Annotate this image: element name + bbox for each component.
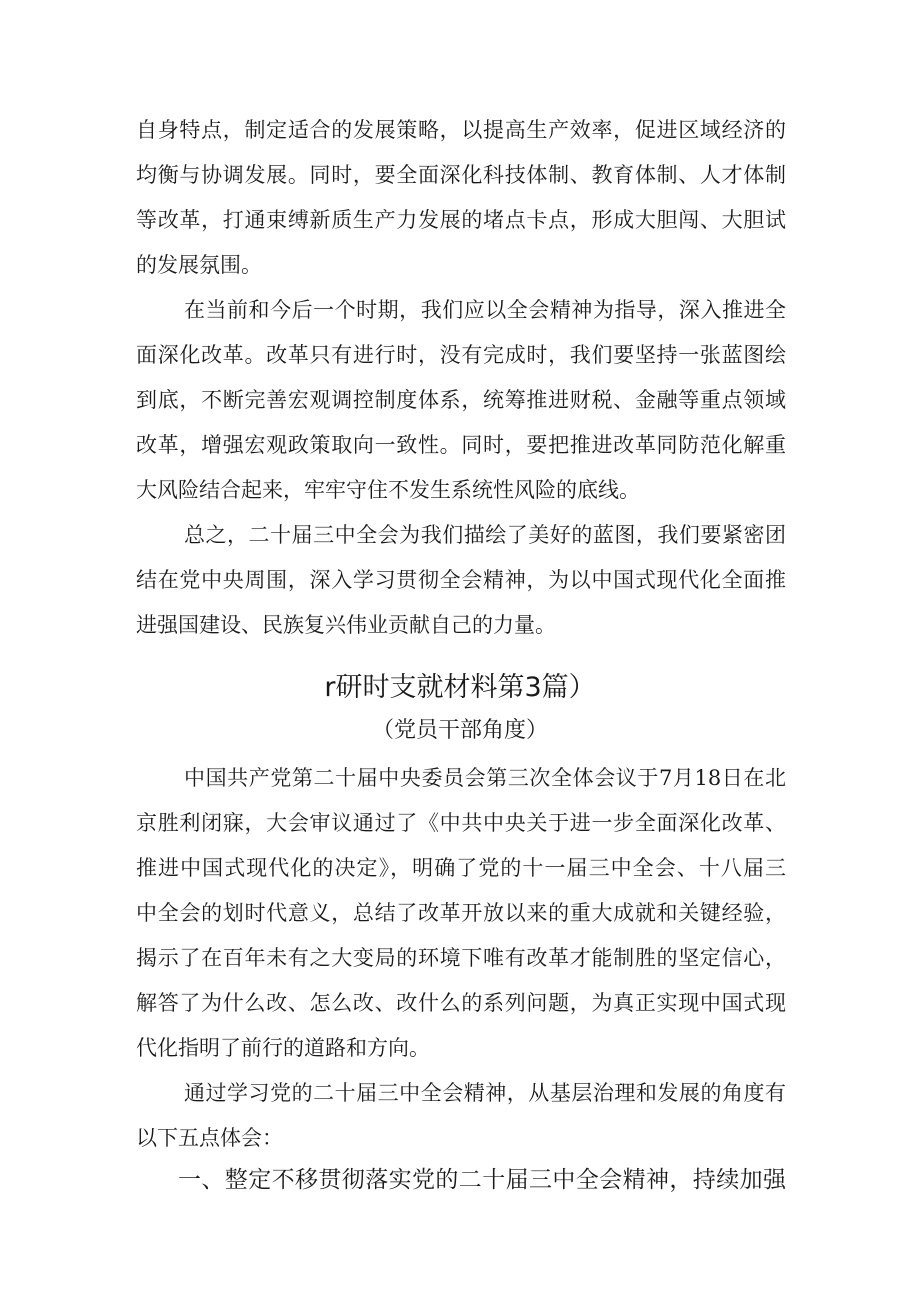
paragraph-1-line-4: 的发展氛围。 xyxy=(136,253,262,277)
paragraph-4-line-7: 代化指明了前行的道路和方向。 xyxy=(136,1036,430,1060)
paragraph-5-line-2: 以下五点体会： xyxy=(136,1126,283,1150)
paragraph-3-line-3: 进强国建设、民族复兴伟业贡献自己的力量。 xyxy=(136,613,556,637)
paragraph-4-line-6: 解答了为什么改、怎么改、改什么的系列问题，为真正实现中国式现 xyxy=(136,991,786,1015)
heading-1: 一、整定不移贯彻落实党的二十届三中全会精神，持续加强 xyxy=(178,1167,786,1193)
paragraph-2-line-1: 在当前和今后一个时期，我们应以全会精神为指导，深入推进全 xyxy=(184,298,786,322)
paragraph-3-line-2: 结在党中央周围，深入学习贯彻全会精神，为以中国式现代化全面推 xyxy=(136,568,786,592)
paragraph-2-line-3: 到底，不断完善宏观调控制度体系，统筹推进财税、金融等重点领域 xyxy=(136,388,786,412)
paragraph-2-line-2: 面深化改革。改革只有进行时，没有完成时，我们要坚持一张蓝图绘 xyxy=(136,343,786,367)
paragraph-4-line-2: 京胜利闭寐，大会审议通过了《中共中央关于进一步全面深化改革、 xyxy=(136,811,786,835)
paragraph-1-line-1: 自身特点，制定适合的发展策略，以提高生产效率，促进区域经济的 xyxy=(136,118,786,142)
paragraph-5-line-1: 通过学习党的二十届三中全会精神，从基层治理和发展的角度有 xyxy=(184,1081,786,1105)
paragraph-4-line-3: 推进中国式现代化的决定》，明确了党的十一届三中全会、十八届三 xyxy=(136,856,786,880)
section-title: r研时支就材料第3篇） xyxy=(324,672,596,703)
paragraph-2-line-4: 改革，增强宏观政策取向一致性。同时，要把推进改革同防范化解重 xyxy=(136,433,786,457)
paragraph-4-line-4: 中全会的划时代意义，总结了改革开放以来的重大成就和关键经验， xyxy=(136,901,786,925)
paragraph-1-line-3: 等改革，打通束缚新质生产力发展的堵点卡点，形成大胆闯、大胆试 xyxy=(136,208,786,232)
section-subtitle: （党员干部角度） xyxy=(371,718,548,743)
paragraph-4-line-5: 揭示了在百年未有之大变局的环境下唯有改革才能制胜的坚定信心， xyxy=(136,946,786,970)
paragraph-4-line-1: 中国共产党第二十届中央委员会第三次全体会议于7月18日在北 xyxy=(184,766,786,790)
paragraph-2-line-5: 大风险结合起来，牢牢守住不发生系统性风险的底线。 xyxy=(136,478,640,502)
paragraph-1-line-2: 均衡与协调发展。同时，要全面深化科技体制、教育体制、人才体制 xyxy=(136,163,786,187)
paragraph-3-line-1: 总之，二十届三中全会为我们描绘了美好的蓝图，我们要紧密团 xyxy=(184,523,786,547)
